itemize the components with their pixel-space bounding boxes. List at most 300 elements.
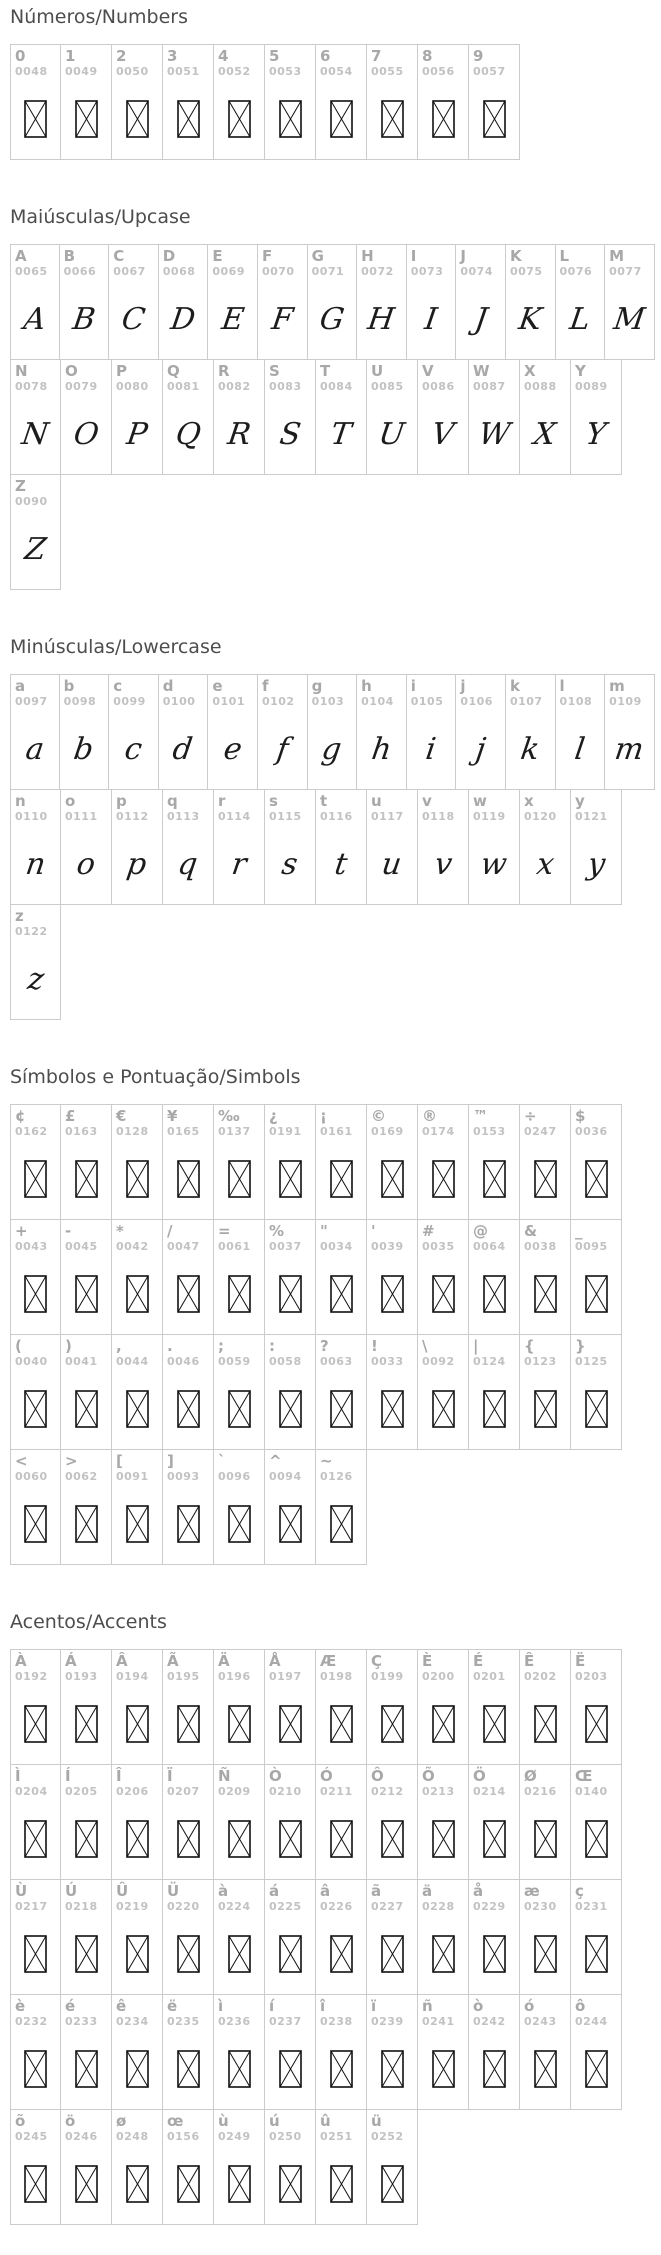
glyph-row xyxy=(10,1879,661,1995)
cell-character-label: Z xyxy=(15,477,26,495)
notdef-glyph-icon xyxy=(330,1390,353,1428)
glyph-row xyxy=(10,474,661,590)
cell-character-label: Q xyxy=(167,362,180,380)
glyph-cell xyxy=(112,1104,163,1220)
glyph-preview-area xyxy=(11,1375,60,1443)
cell-unicode-label: 0230 xyxy=(524,1900,557,1913)
glyph-preview-area xyxy=(316,1690,366,1758)
notdef-glyph-icon xyxy=(585,1160,608,1198)
glyph-cell xyxy=(367,359,418,475)
glyph-preview-area xyxy=(469,2035,519,2103)
glyph-cell xyxy=(265,1334,316,1450)
cell-character-label: ë xyxy=(167,1997,178,2015)
cell-unicode-label: 0224 xyxy=(218,1900,251,1913)
glyph-preview-area xyxy=(367,1145,417,1213)
notdef-glyph-icon xyxy=(75,1390,98,1428)
glyph-cell xyxy=(214,1649,265,1765)
glyph-preview-area xyxy=(316,1805,366,1873)
glyph-preview-area xyxy=(418,1375,468,1443)
cell-unicode-label: 0058 xyxy=(269,1355,302,1368)
glyph-cell xyxy=(367,1649,418,1765)
cell-unicode-label: 0094 xyxy=(269,1470,302,1483)
notdef-glyph-icon xyxy=(483,100,506,138)
glyph-cell xyxy=(265,1764,316,1880)
cell-unicode-label: 0247 xyxy=(524,1125,557,1138)
cell-character-label: B xyxy=(63,247,76,265)
glyph-cell xyxy=(418,1649,469,1765)
script-glyph: N xyxy=(19,416,52,452)
glyph-cell xyxy=(112,359,163,475)
glyph-preview-area xyxy=(112,1490,162,1558)
glyph-preview-area xyxy=(163,85,213,153)
glyph-preview-area xyxy=(520,1920,570,1988)
cell-unicode-label: 0162 xyxy=(15,1125,48,1138)
glyph-preview-area xyxy=(11,85,60,153)
cell-character-label: T xyxy=(320,362,331,380)
cell-unicode-label: 0088 xyxy=(524,380,557,393)
script-glyph: q xyxy=(175,846,201,882)
cell-unicode-label: 0124 xyxy=(473,1355,506,1368)
cell-character-label: q xyxy=(167,792,178,810)
glyph-preview-area xyxy=(112,400,162,468)
glyph-cell xyxy=(316,2109,367,2225)
glyph-preview-area xyxy=(214,1260,264,1328)
glyph-preview-area xyxy=(163,1490,213,1558)
glyph-preview-area xyxy=(469,1145,519,1213)
glyph-preview-area xyxy=(112,830,162,898)
notdef-glyph-icon xyxy=(330,1935,353,1973)
glyph-cell xyxy=(571,1879,622,1995)
cell-unicode-label: 0093 xyxy=(167,1470,200,1483)
glyph-preview-area xyxy=(418,1260,468,1328)
glyph-preview-area xyxy=(11,1145,60,1213)
cell-unicode-label: 0066 xyxy=(63,265,97,278)
cell-unicode-label: 0064 xyxy=(473,1240,506,1253)
script-glyph: a xyxy=(23,731,47,767)
glyph-preview-area xyxy=(265,1690,315,1758)
cell-unicode-label: 0099 xyxy=(113,695,146,708)
glyph-preview-area xyxy=(469,400,519,468)
notdef-glyph-icon xyxy=(177,2050,200,2088)
notdef-glyph-icon xyxy=(75,2165,98,2203)
glyph-row xyxy=(10,1104,661,1220)
cell-character-label: 7 xyxy=(371,47,382,65)
cell-unicode-label: 0163 xyxy=(65,1125,98,1138)
cell-unicode-label: 0113 xyxy=(167,810,200,823)
glyph-cell xyxy=(469,1994,520,2110)
script-glyph: J xyxy=(472,301,490,337)
glyph-preview-area xyxy=(61,400,111,468)
glyph-cell xyxy=(159,674,209,790)
glyph-preview-area xyxy=(208,715,257,783)
glyph-preview-area xyxy=(469,1690,519,1758)
glyph-preview-area xyxy=(456,285,505,353)
glyph-cell xyxy=(214,789,265,905)
glyph-cell xyxy=(60,244,110,360)
notdef-glyph-icon xyxy=(75,1160,98,1198)
cell-unicode-label: 0106 xyxy=(460,695,493,708)
glyph-preview-area xyxy=(469,1260,519,1328)
cell-character-label: ç xyxy=(575,1882,584,1900)
notdef-glyph-icon xyxy=(75,1505,98,1543)
cell-unicode-label: 0073 xyxy=(410,265,444,278)
cell-character-label: " xyxy=(320,1222,328,1240)
glyph-preview-area xyxy=(163,1805,213,1873)
notdef-glyph-icon xyxy=(24,1160,47,1198)
glyph-cell xyxy=(61,1104,112,1220)
section-uppercase xyxy=(10,206,661,590)
cell-unicode-label: 0218 xyxy=(65,1900,98,1913)
cell-character-label: Ì xyxy=(15,1767,21,1785)
notdef-glyph-icon xyxy=(177,1705,200,1743)
glyph-preview-area xyxy=(265,400,315,468)
cell-character-label: p xyxy=(116,792,127,810)
notdef-glyph-icon xyxy=(126,1705,149,1743)
cell-unicode-label: 0116 xyxy=(320,810,353,823)
notdef-glyph-icon xyxy=(483,1390,506,1428)
glyph-preview-area xyxy=(367,1260,417,1328)
glyph-preview-area xyxy=(163,1690,213,1758)
glyph-preview-area xyxy=(258,715,307,783)
script-glyph: r xyxy=(229,846,249,882)
glyph-preview-area xyxy=(11,2150,60,2218)
script-glyph: v xyxy=(432,846,454,882)
glyph-cell xyxy=(367,1219,418,1335)
cell-character-label: ) xyxy=(65,1337,72,1355)
script-glyph: K xyxy=(516,301,544,337)
cell-character-label: w xyxy=(473,792,487,810)
notdef-glyph-icon xyxy=(534,1275,557,1313)
cell-unicode-label: 0076 xyxy=(559,265,593,278)
glyph-preview-area xyxy=(265,1490,315,1558)
cell-character-label: Ñ xyxy=(218,1767,231,1785)
glyph-cell xyxy=(258,244,308,360)
cell-unicode-label: 0118 xyxy=(422,810,455,823)
glyph-row xyxy=(10,244,661,360)
glyph-cell xyxy=(112,1994,163,2110)
script-glyph: f xyxy=(274,731,291,767)
cell-unicode-label: 0100 xyxy=(162,695,196,708)
cell-character-label: % xyxy=(269,1222,285,1240)
cell-character-label: x xyxy=(524,792,534,810)
script-glyph: c xyxy=(122,731,145,767)
script-glyph: V xyxy=(429,416,457,452)
glyph-preview-area xyxy=(61,85,111,153)
cell-character-label: l xyxy=(559,677,565,695)
notdef-glyph-icon xyxy=(228,1505,251,1543)
script-glyph: d xyxy=(171,731,196,767)
cell-unicode-label: 0216 xyxy=(524,1785,557,1798)
notdef-glyph-icon xyxy=(381,1390,404,1428)
cell-character-label: ? xyxy=(320,1337,329,1355)
cell-character-label: Ï xyxy=(167,1767,173,1785)
glyph-cell xyxy=(61,1649,112,1765)
glyph-cell xyxy=(10,474,61,590)
section-lowercase xyxy=(10,636,661,1020)
glyph-cell xyxy=(367,1994,418,2110)
glyph-cell xyxy=(163,44,214,160)
cell-unicode-label: 0234 xyxy=(116,2015,149,2028)
cell-unicode-label: 0196 xyxy=(218,1670,251,1683)
cell-character-label: Å xyxy=(269,1652,281,1670)
cell-unicode-label: 0191 xyxy=(269,1125,302,1138)
cell-unicode-label: 0114 xyxy=(218,810,251,823)
cell-character-label: L xyxy=(559,247,570,265)
cell-character-label: Á xyxy=(65,1652,77,1670)
cell-unicode-label: 0037 xyxy=(269,1240,302,1253)
glyph-cell xyxy=(10,1104,61,1220)
notdef-glyph-icon xyxy=(126,2050,149,2088)
cell-unicode-label: 0053 xyxy=(269,65,302,78)
script-glyph: D xyxy=(168,301,198,337)
cell-unicode-label: 0226 xyxy=(320,1900,353,1913)
glyph-cell xyxy=(163,1104,214,1220)
glyph-preview-area xyxy=(112,2035,162,2103)
cell-unicode-label: 0097 xyxy=(15,695,48,708)
glyph-preview-area xyxy=(367,85,417,153)
glyph-preview-area xyxy=(61,1145,111,1213)
cell-character-label: e xyxy=(212,677,223,695)
notdef-glyph-icon xyxy=(228,1390,251,1428)
notdef-glyph-icon xyxy=(330,1505,353,1543)
cell-character-label: 8 xyxy=(422,47,433,65)
glyph-cell xyxy=(316,1764,367,1880)
cell-unicode-label: 0052 xyxy=(218,65,251,78)
glyph-preview-area xyxy=(112,1145,162,1213)
cell-character-label: r xyxy=(218,792,226,810)
script-glyph: l xyxy=(572,731,588,767)
cell-unicode-label: 0075 xyxy=(509,265,543,278)
cell-character-label: ] xyxy=(167,1452,174,1470)
cell-character-label: Ú xyxy=(65,1882,78,1900)
cell-unicode-label: 0205 xyxy=(65,1785,98,1798)
glyph-cell xyxy=(112,1764,163,1880)
glyph-cell xyxy=(61,1764,112,1880)
notdef-glyph-icon xyxy=(228,2050,251,2088)
glyph-preview-area xyxy=(316,1145,366,1213)
glyph-preview-area xyxy=(265,2035,315,2103)
cell-unicode-label: 0212 xyxy=(371,1785,404,1798)
notdef-glyph-icon xyxy=(75,100,98,138)
glyph-preview-area xyxy=(109,715,158,783)
glyph-cell xyxy=(571,1334,622,1450)
notdef-glyph-icon xyxy=(483,1275,506,1313)
glyph-preview-area xyxy=(357,285,406,353)
cell-character-label: V xyxy=(422,362,434,380)
glyph-preview-area xyxy=(61,1920,111,1988)
glyph-cell xyxy=(258,674,308,790)
notdef-glyph-icon xyxy=(585,2050,608,2088)
glyph-cell xyxy=(214,1764,265,1880)
notdef-glyph-icon xyxy=(432,1935,455,1973)
glyph-preview-area xyxy=(506,715,555,783)
cell-unicode-label: 0156 xyxy=(167,2130,200,2143)
glyph-cell xyxy=(265,789,316,905)
notdef-glyph-icon xyxy=(75,1935,98,1973)
glyph-preview-area xyxy=(367,2150,417,2218)
glyph-cell xyxy=(418,789,469,905)
notdef-glyph-icon xyxy=(381,1705,404,1743)
cell-character-label: S xyxy=(269,362,280,380)
glyph-preview-area xyxy=(571,1920,621,1988)
cell-unicode-label: 0174 xyxy=(422,1125,455,1138)
script-glyph: Z xyxy=(22,531,49,567)
glyph-cell xyxy=(265,1879,316,1995)
cell-character-label: ô xyxy=(575,1997,586,2015)
glyph-preview-area xyxy=(11,945,60,1013)
cell-character-label: Î xyxy=(116,1767,122,1785)
cell-unicode-label: 0063 xyxy=(320,1355,353,1368)
notdef-glyph-icon xyxy=(279,1275,302,1313)
notdef-glyph-icon xyxy=(534,1705,557,1743)
glyph-cell xyxy=(418,1219,469,1335)
glyph-preview-area xyxy=(265,1260,315,1328)
glyph-cell xyxy=(469,44,520,160)
glyph-cell xyxy=(367,44,418,160)
notdef-glyph-icon xyxy=(24,2050,47,2088)
glyph-cell xyxy=(61,2109,112,2225)
cell-character-label: 1 xyxy=(65,47,76,65)
glyph-preview-area xyxy=(316,830,366,898)
cell-unicode-label: 0219 xyxy=(116,1900,149,1913)
cell-character-label: m xyxy=(609,677,625,695)
script-glyph: U xyxy=(376,416,408,452)
glyph-cell xyxy=(418,1334,469,1450)
cell-unicode-label: 0089 xyxy=(575,380,608,393)
glyph-cell xyxy=(469,1764,520,1880)
notdef-glyph-icon xyxy=(24,2165,47,2203)
cell-unicode-label: 0117 xyxy=(371,810,404,823)
cell-character-label: M xyxy=(609,247,625,265)
cell-character-label: À xyxy=(15,1652,27,1670)
notdef-glyph-icon xyxy=(228,1935,251,1973)
cell-unicode-label: 0211 xyxy=(320,1785,353,1798)
cell-character-label: o xyxy=(65,792,76,810)
glyph-preview-area xyxy=(506,285,555,353)
cell-unicode-label: 0043 xyxy=(15,1240,48,1253)
glyph-cell xyxy=(520,789,571,905)
glyph-cell xyxy=(10,1219,61,1335)
glyph-cell xyxy=(367,1879,418,1995)
glyph-preview-area xyxy=(11,1690,60,1758)
notdef-glyph-icon xyxy=(432,1705,455,1743)
cell-unicode-label: 0068 xyxy=(162,265,196,278)
glyph-preview-area xyxy=(11,1260,60,1328)
cell-unicode-label: 0086 xyxy=(422,380,455,393)
notdef-glyph-icon xyxy=(177,1160,200,1198)
glyph-cell xyxy=(61,1334,112,1450)
notdef-glyph-icon xyxy=(483,1705,506,1743)
cell-unicode-label: 0050 xyxy=(116,65,149,78)
glyph-preview-area xyxy=(418,85,468,153)
notdef-glyph-icon xyxy=(228,1275,251,1313)
script-glyph: T xyxy=(328,416,354,452)
glyph-cell xyxy=(10,674,60,790)
glyph-cell xyxy=(61,1219,112,1335)
glyph-preview-area xyxy=(407,285,456,353)
cell-character-label: ò xyxy=(473,1997,484,2015)
glyph-preview-area xyxy=(367,1690,417,1758)
cell-unicode-label: 0153 xyxy=(473,1125,506,1138)
cell-unicode-label: 0085 xyxy=(371,380,404,393)
script-glyph: w xyxy=(478,846,510,882)
cell-character-label: - xyxy=(65,1222,72,1240)
cell-character-label: h xyxy=(361,677,372,695)
script-glyph: j xyxy=(473,731,488,767)
notdef-glyph-icon xyxy=(330,1160,353,1198)
glyph-cell xyxy=(214,1879,265,1995)
glyph-preview-area xyxy=(214,1490,264,1558)
notdef-glyph-icon xyxy=(381,1935,404,1973)
cell-unicode-label: 0123 xyxy=(524,1355,557,1368)
notdef-glyph-icon xyxy=(126,1160,149,1198)
glyph-preview-area xyxy=(214,2035,264,2103)
notdef-glyph-icon xyxy=(483,2050,506,2088)
cell-character-label: 4 xyxy=(218,47,229,65)
cell-character-label: | xyxy=(473,1337,479,1355)
cell-character-label: 5 xyxy=(269,47,280,65)
glyph-preview-area xyxy=(605,285,654,353)
cell-character-label: ¢ xyxy=(15,1107,26,1125)
glyph-cell xyxy=(265,1994,316,2110)
notdef-glyph-icon xyxy=(279,1390,302,1428)
notdef-glyph-icon xyxy=(432,100,455,138)
glyph-cell xyxy=(109,674,159,790)
cell-character-label: È xyxy=(422,1652,433,1670)
script-glyph: b xyxy=(71,731,96,767)
glyph-cell xyxy=(214,1994,265,2110)
glyph-preview-area xyxy=(367,400,417,468)
script-glyph: P xyxy=(124,416,150,452)
glyph-preview-area xyxy=(367,2035,417,2103)
cell-unicode-label: 0045 xyxy=(65,1240,98,1253)
notdef-glyph-icon xyxy=(381,2165,404,2203)
glyph-preview-area xyxy=(163,1920,213,1988)
cell-character-label: ã xyxy=(371,1882,382,1900)
cell-character-label: è xyxy=(15,1997,26,2015)
notdef-glyph-icon xyxy=(381,2050,404,2088)
glyph-cell xyxy=(163,1649,214,1765)
notdef-glyph-icon xyxy=(228,1160,251,1198)
cell-unicode-label: 0040 xyxy=(15,1355,48,1368)
cell-unicode-label: 0235 xyxy=(167,2015,200,2028)
glyph-cell xyxy=(163,2109,214,2225)
notdef-glyph-icon xyxy=(534,1390,557,1428)
cell-unicode-label: 0250 xyxy=(269,2130,302,2143)
notdef-glyph-icon xyxy=(330,100,353,138)
cell-unicode-label: 0228 xyxy=(422,1900,455,1913)
cell-character-label: ¥ xyxy=(167,1107,178,1125)
cell-character-label: b xyxy=(63,677,75,695)
glyph-cell xyxy=(605,674,655,790)
glyph-preview-area xyxy=(214,1920,264,1988)
glyph-cell xyxy=(469,789,520,905)
script-glyph: u xyxy=(379,846,405,882)
cell-unicode-label: 0206 xyxy=(116,1785,149,1798)
glyph-cell xyxy=(520,1104,571,1220)
cell-character-label: Ç xyxy=(371,1652,383,1670)
script-glyph: y xyxy=(585,846,607,882)
cell-character-label: z xyxy=(15,907,24,925)
cell-character-label: Ü xyxy=(167,1882,180,1900)
notdef-glyph-icon xyxy=(75,1705,98,1743)
script-glyph: e xyxy=(221,731,245,767)
cell-character-label: @ xyxy=(473,1222,488,1240)
glyph-preview-area xyxy=(11,515,60,583)
cell-character-label: Í xyxy=(65,1767,71,1785)
glyph-preview-area xyxy=(367,830,417,898)
notdef-glyph-icon xyxy=(330,2165,353,2203)
